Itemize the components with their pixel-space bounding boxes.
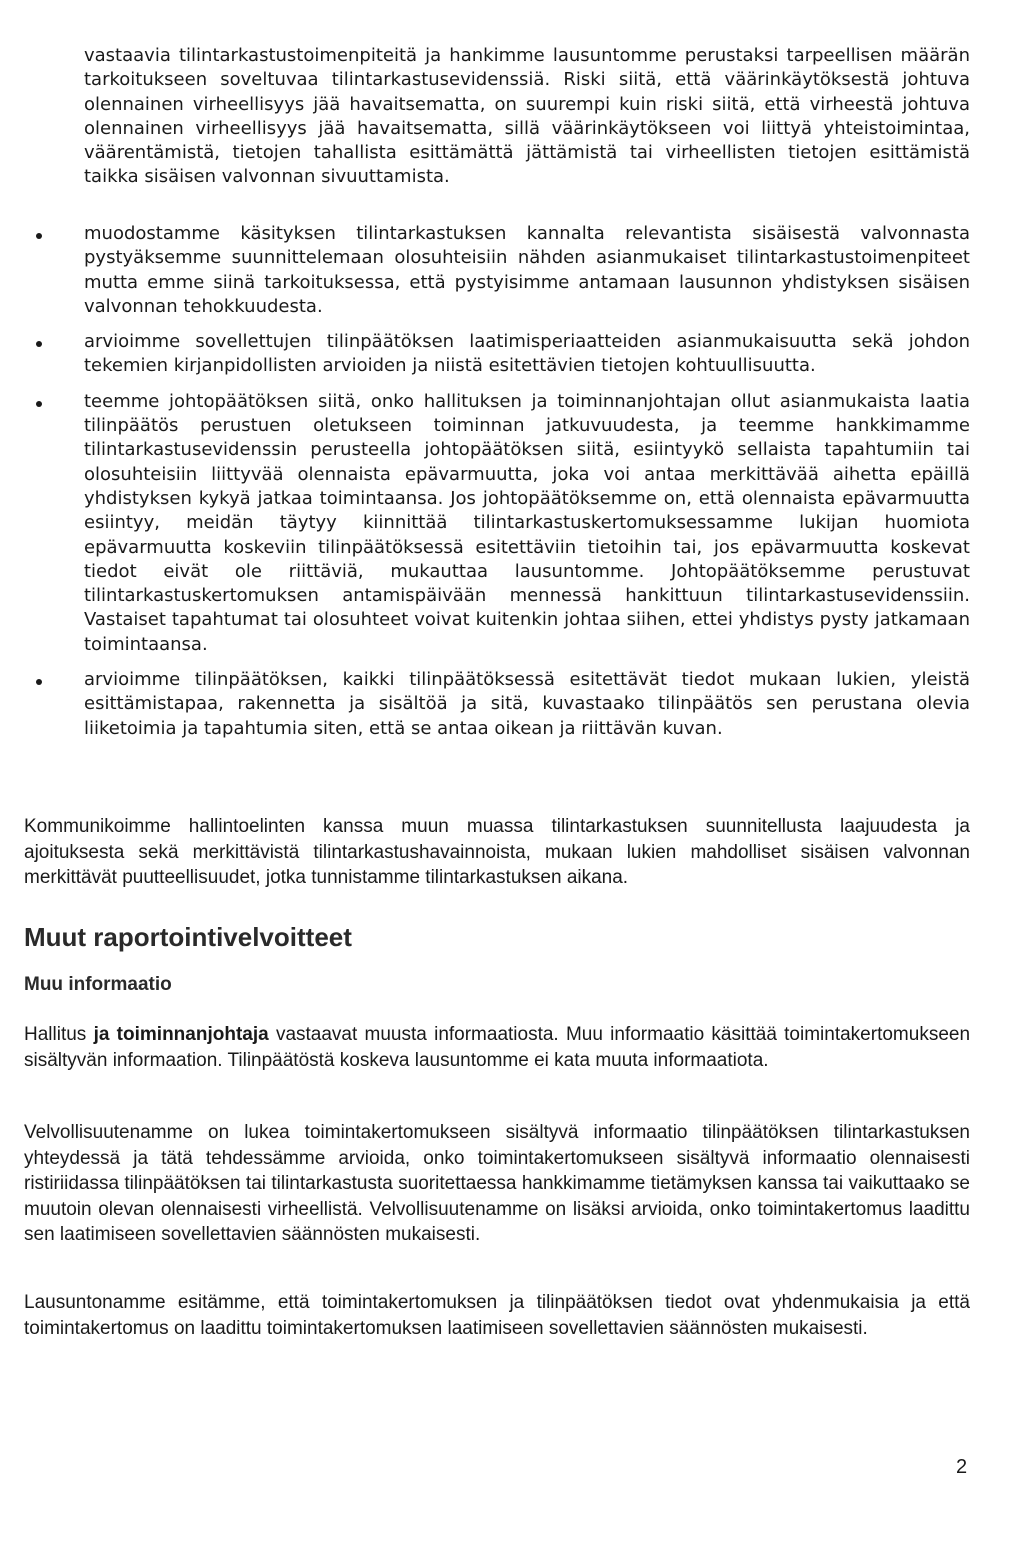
other-info-rest: vastaavat muusta informaatiosta. Muu informaatio käsittää toimintakertomukseen sisältyvän informaation. Tilinpäätöstä koskeva lausuntomme ei kata muuta informaatiota. [24, 1024, 971, 1071]
list-item-text: muodostamme käsityksen tilintarkastuksen kannalta relevantista sisäisestä valvonnasta pystyäksemme suunnittelemaan olosuhteisiin nähden asianmukaiset tilintarkastustoimenpiteet mutta emme siinä tarkoituksessa, että pystyisimme antamaan lausunnon yhdistyksen sisäisen valvonnan tehokkuudesta. [84, 223, 970, 317]
list-item [0, 330, 970, 379]
section-title: Muut raportointivelvoitteet [24, 922, 352, 952]
communication-paragraph: Kommunikoimme hallintoelinten kanssa muun muassa tilintarkastuksen suunnitellusta laajuudesta ja ajoituksesta sekä merkittävistä tilintarkastushavainnoista, mukaan lukien mahdolliset sisäisen valvonnan merkittävät puutteellisuudet, jotka tunnistamme tilintarkastuksen aikana. [24, 816, 970, 889]
bullet-icon [36, 679, 42, 685]
page-number: 2 [956, 1456, 968, 1478]
other-information-paragraph [24, 1022, 970, 1073]
statement-paragraph: Lausuntonamme esitämme, että toimintakertomuksen ja tilinpäätöksen tiedot ovat yhdenmukaisia ja että toimintakertomus on laadittu toimintakertomuksen laatimiseen sovellettavien säännösten mukaisesti. [24, 1292, 970, 1339]
duty-paragraph: Velvollisuutenamme on lukea toimintakertomukseen sisältyvä informaatio tilinpäätöksen tilintarkastuksen yhteydessä ja tätä tehdessämme arvioida, onko toimintakertomukseen sisältyvä informaatio olennaisesti ristiriidassa tilinpäätöksen tai tilintarkastusta suoritettaessa hankkimamme tietämyksen kanssa tai vaikuttaako se muutoin olevan olennaisesti virheellistä. Velvollisuutenamme on lisäksi arvioida, onko toimintakertomus laadittu sen laatimiseen sovellettavien säännösten mukaisesti. [24, 1122, 970, 1246]
list-item-text: arvioimme sovellettujen tilinpäätöksen laatimisperiaatteiden asianmukaisuutta sekä johdon tekemien kirjanpidollisten arvioiden ja niistä esitettävien tietojen kohtuullisuutta. [84, 331, 970, 377]
list-item [0, 668, 970, 741]
bullet-icon [36, 341, 42, 347]
list-item [0, 222, 970, 319]
list-item-text: arvioimme tilinpäätöksen, kaikki tilinpäätöksessä esitettävät tiedot mukaan lukien, yleistä esittämistapaa, rakennetta ja sisältöä ja sitä, kuvastaako tilinpäätös sen perustana olevia liiketoimia ja tapahtumia siten, että se antaa oikean ja riittävän kuvan. [84, 669, 970, 739]
list-item [0, 390, 970, 657]
continuation-paragraph: vastaavia tilintarkastustoimenpiteitä ja hankimme lausuntomme perustaksi tarpeellisen määrän tarkoitukseen soveltuvaa tilintarkastusevidenssiä. Riski siitä, että väärinkäytöksestä johtuva olennainen virheellisyys jää havaitsematta, on suurempi kuin riski siitä, että virheestä johtuva olennainen virheellisyys jää havaitsematta, sillä väärinkäytökseen voi liittyä yhteistoimintaa, väärentämistä, tietojen tahallista esittämättä jättämistä tai virheellisten tietojen esittämistä taikka sisäisen valvonnan sivuuttamista. [84, 45, 970, 188]
bullet-icon [36, 233, 42, 239]
bullet-icon [36, 401, 42, 407]
other-info-lead: Hallitus [24, 1024, 87, 1045]
audit-procedures-list [0, 222, 1024, 752]
list-item-text: teemme johtopäätöksen siitä, onko hallituksen ja toiminnanjohtajan ollut asianmukaista laatia tilinpäätös perustuen oletukseen toiminnan jatkuvuudesta, ja teemme hankkimamme tilintarkastusevidenssin perusteella johtopäätöksen siitä, esiintyykö sellaista tapahtumiin tai olosuhteisiin liittyvää olennaista epävarmuutta, joka voi antaa merkittävää aihetta epäillä yhdistyksen kykyä jatkaa toimintaansa. Jos johtopäätöksemme on, että olennaista epävarmuutta esiintyy, meidän täytyy kiinnittää tilintarkastuskertomuksessamme lukijan huomiota epävarmuutta koskeviin tilinpäätöksessä esitettäviin tietoihin tai, jos epävarmuutta koskevat tiedot eivät ole riittäviä, mukauttaa lausuntomme. Johtopäätöksemme perustuvat tilintarkastuskertomuksen antamispäivään mennessä hankittuun tilintarkastusevidenssiin. Vastaiset tapahtumat tai olosuhteet voivat kuitenkin johtaa siihen, ettei yhdistys pysty jatkamaan toimintaansa. [84, 390, 970, 655]
subsection-title: Muu informaatio [24, 974, 172, 995]
other-info-bold: ja toiminnanjohtaja [93, 1024, 269, 1045]
